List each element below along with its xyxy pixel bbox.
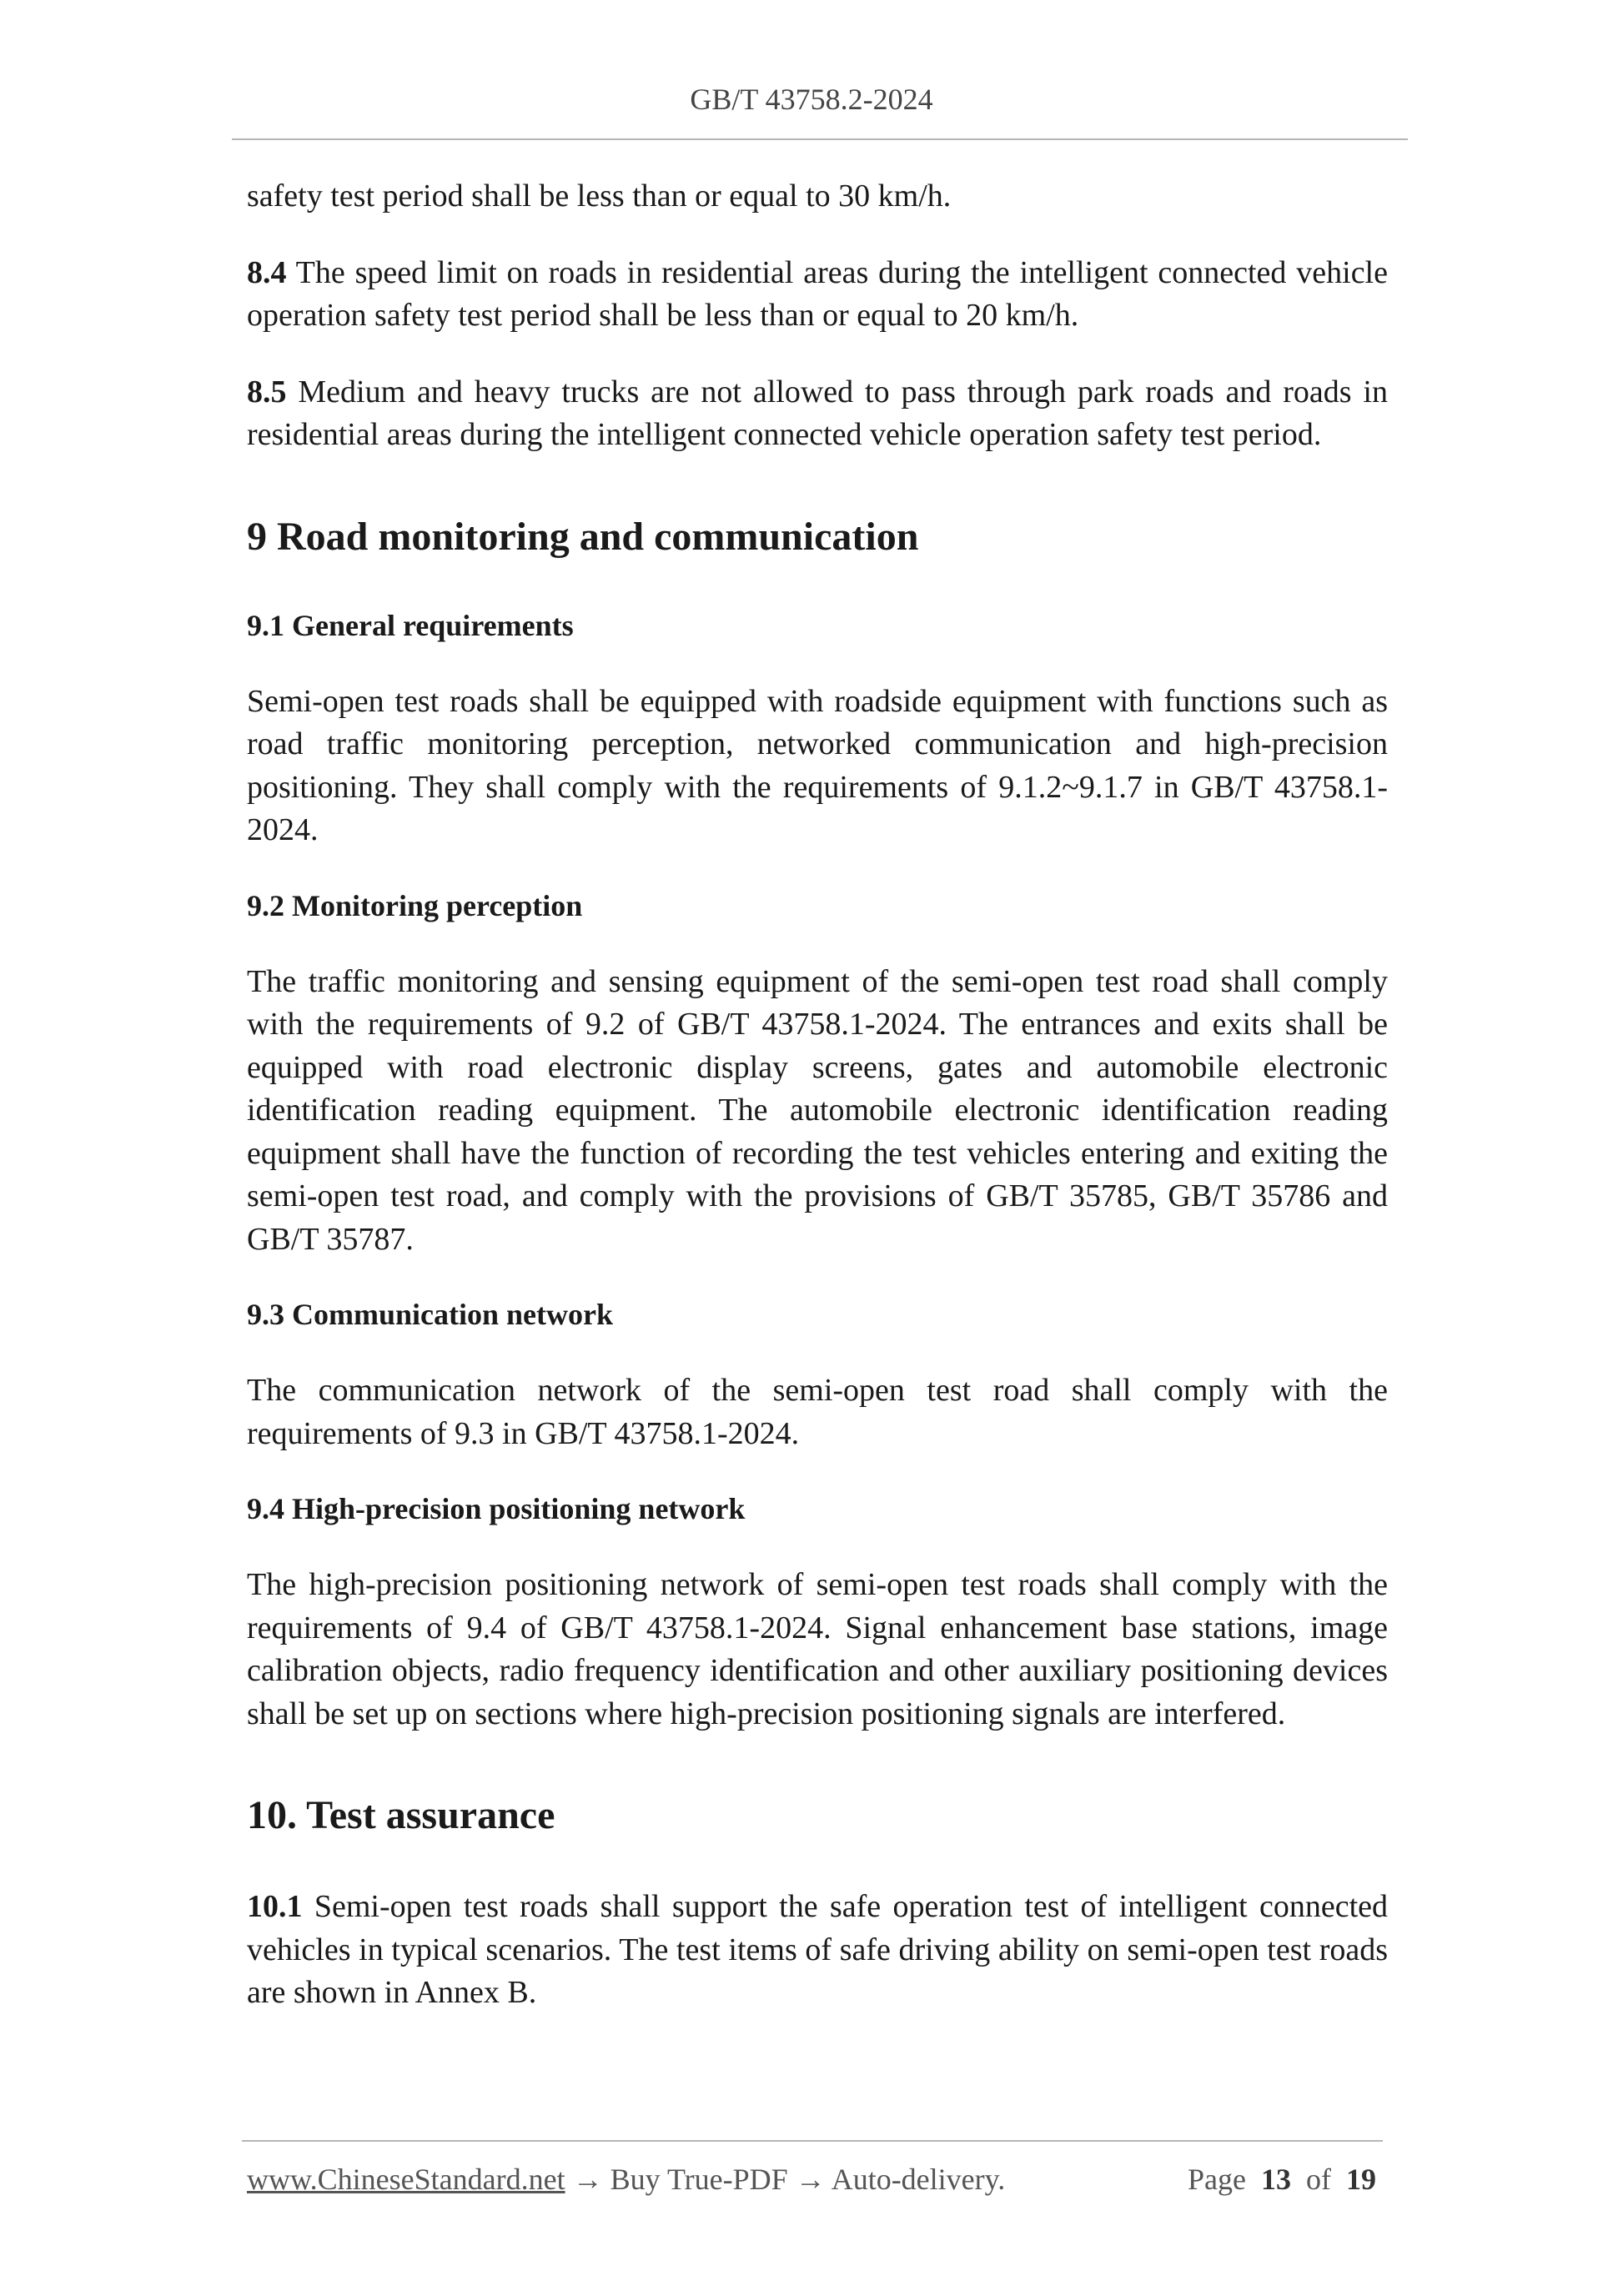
footer-divider bbox=[242, 2140, 1383, 2142]
page-footer bbox=[247, 2162, 1376, 2197]
footer-promo bbox=[247, 2162, 1005, 2197]
clause-number: 10.1 bbox=[247, 1889, 303, 1924]
website-link[interactable]: www.ChineseStandard.net bbox=[247, 2163, 565, 2196]
clause-8-4 bbox=[247, 252, 1388, 338]
paragraph-9-3: The communication network of the semi-open test road shall comply with the requirements of 9.3 in GB/T 43758.1-2024. bbox=[247, 1373, 1388, 1451]
paragraph-9-2: The traffic monitoring and sensing equipment of the semi-open test road shall comply with the requirements of 9.2 of GB/T 43758.1-2024. The entrances and exits shall be equipped with road electronic display screens, gates and automobile electronic identification reading equipment. The automobile electronic identification reading equipment shall have the function of recording the test vehicles entering and exiting the semi-open test road, and comply with the provisions of GB/T 35785, GB/T 35786 and GB/T 35787. bbox=[247, 963, 1388, 1257]
subsection-heading-9-2: 9.2 Monitoring perception bbox=[247, 888, 583, 922]
clause-8-5 bbox=[247, 371, 1388, 457]
document-body bbox=[247, 175, 1388, 2015]
page-header: GB/T 43758.2-2024 bbox=[690, 83, 933, 116]
paragraph-continued: safety test period shall be less than or equal to 30 km/h. bbox=[247, 178, 952, 214]
promo-text: → Buy True-PDF → Auto-delivery. bbox=[565, 2163, 1006, 2196]
paragraph-9-4: The high-precision positioning network of semi-open test roads shall comply with the requirements of 9.4 of GB/T 43758.1-2024. Signal enhancement base stations, image calibration objects, radio frequency identification and other auxiliary positioning devices shall be set up on sections where high-precision positioning signals are interfered. bbox=[247, 1567, 1388, 1731]
page-number: Page 13 of 19 bbox=[1188, 2163, 1376, 2196]
clause-text: Medium and heavy trucks are not allowed to pass through park roads and roads in residential areas during the intelligent connected vehicle operation safety test period. bbox=[247, 374, 1388, 452]
section-heading-10: 10. Test assurance bbox=[247, 1793, 555, 1837]
subsection-heading-9-1: 9.1 General requirements bbox=[247, 608, 574, 642]
header-divider bbox=[232, 138, 1408, 140]
clause-number: 8.4 bbox=[247, 254, 287, 290]
subsection-heading-9-3: 9.3 Communication network bbox=[247, 1298, 613, 1331]
paragraph-9-1: Semi-open test roads shall be equipped with roadside equipment with functions such as road traffic monitoring perception, networked communication and high-precision positioning. They shall comply with the requirements of 9.1.2~9.1.7 in GB/T 43758.1-2024. bbox=[247, 683, 1388, 847]
subsection-heading-9-4: 9.4 High-precision positioning network bbox=[247, 1492, 746, 1525]
clause-text: Semi-open test roads shall support the safe operation test of intelligent connected vehicles in typical scenarios. The test items of safe driving ability on semi-open test roads are shown in Annex B. bbox=[247, 1889, 1388, 2010]
clause-number: 8.5 bbox=[247, 374, 287, 409]
clause-10-1 bbox=[247, 1886, 1388, 2015]
current-page: 13 bbox=[1261, 2163, 1291, 2196]
section-heading-9: 9 Road monitoring and communication bbox=[247, 514, 919, 559]
clause-text: The speed limit on roads in residential areas during the intelligent connected vehicle operation safety test period shall be less than or equal to 20 km/h. bbox=[247, 254, 1388, 333]
total-pages: 19 bbox=[1346, 2163, 1376, 2196]
